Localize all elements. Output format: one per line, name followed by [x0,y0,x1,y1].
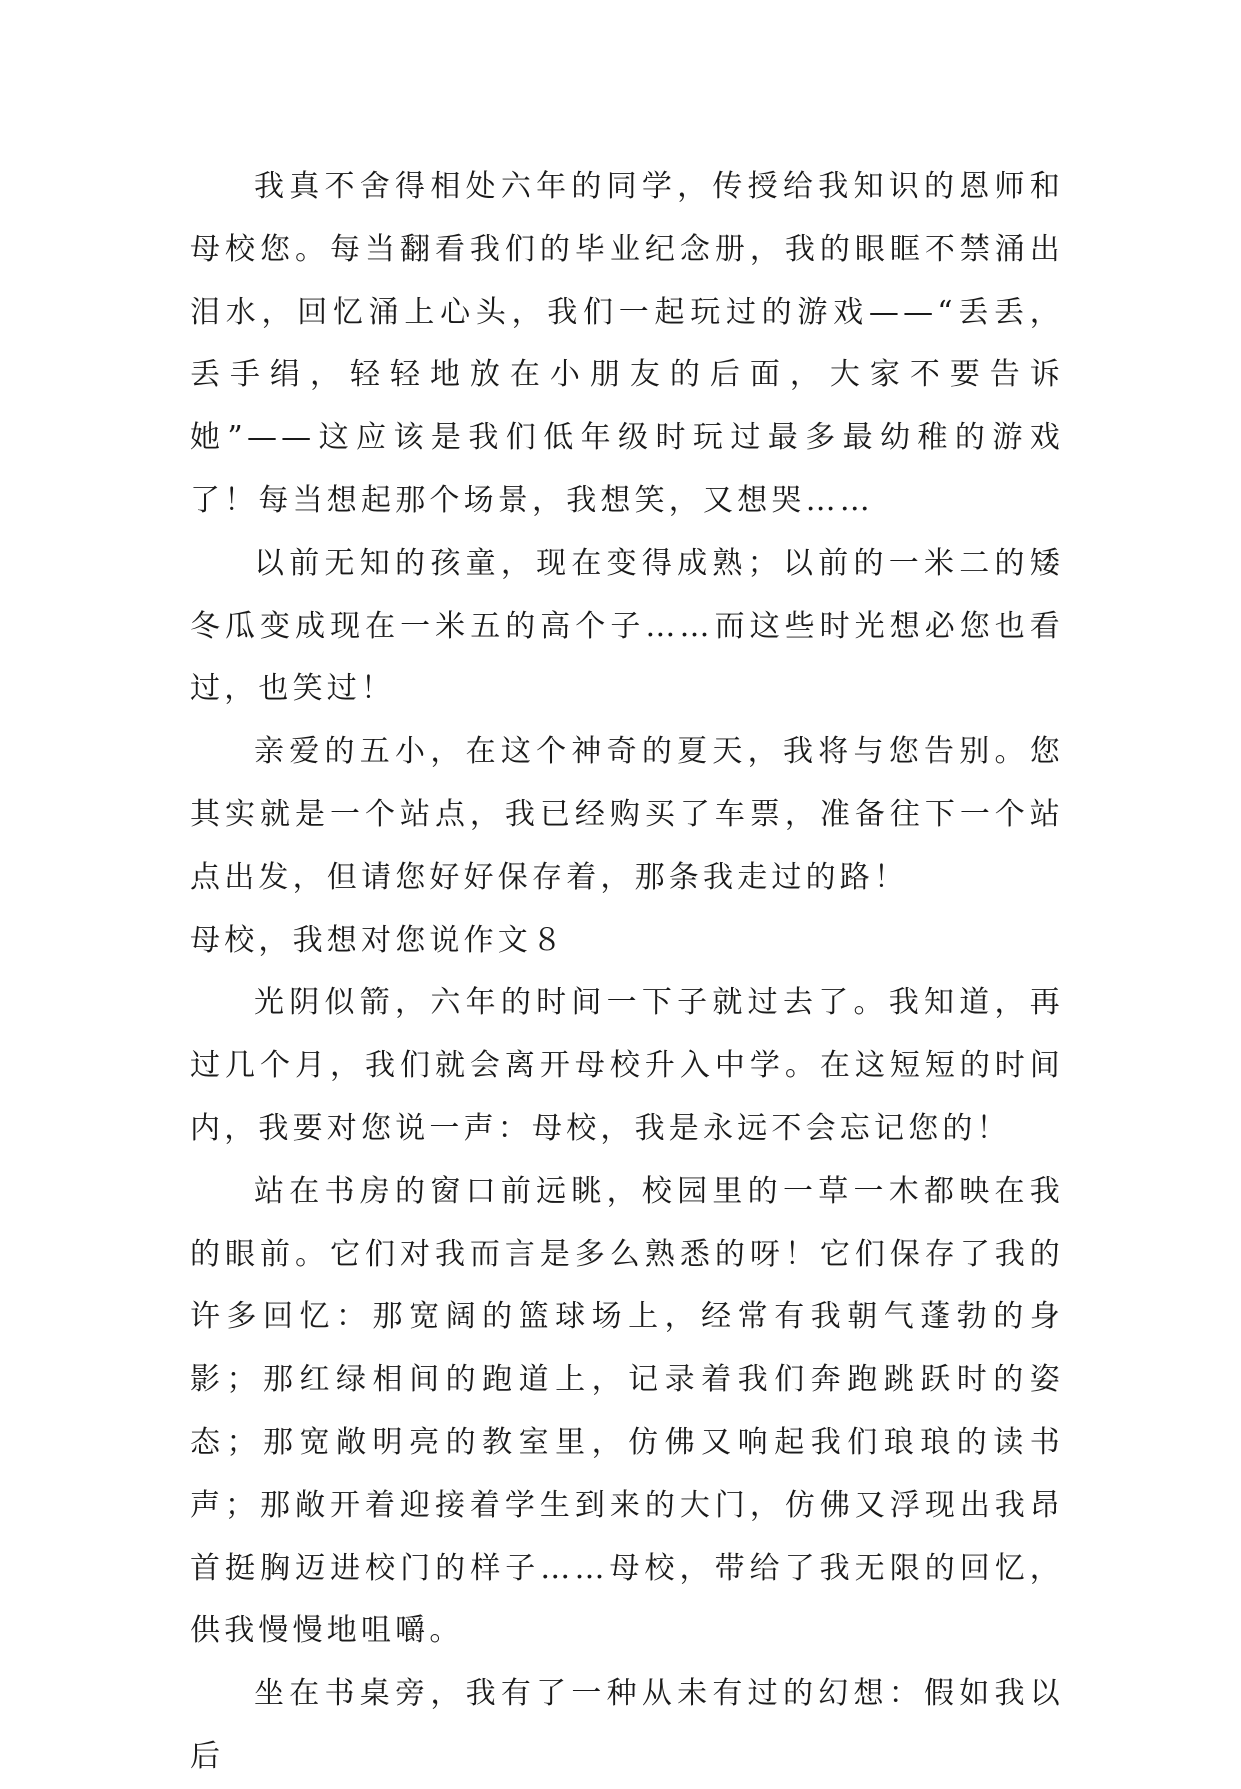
document-body [190,156,1064,1789]
paragraph-1: 我真不舍得相处六年的同学，传授给我知识的恩师和母校您。每当翻看我们的毕业纪念册，我的眼眶不禁涌出泪水，回忆涌上心头，我们一起玩过的游戏——“丢丢，丢手绢，轻轻地放在小朋友的后面，大家不要告诉她”——这应该是我们低年级时玩过最多最幼稚的游戏了！每当想起那个场景，我想笑，又想哭…… [190,169,1064,518]
paragraph-5: 站在书房的窗口前远眺，校园里的一草一木都映在我的眼前。它们对我而言是多么熟悉的呀！它们保存了我的许多回忆：那宽阔的篮球场上，经常有我朝气蓬勃的身影；那红绿相间的跑道上，记录着我们奔跑跳跃时的姿态；那宽敞明亮的教室里，仿佛又响起我们琅琅的读书声；那敞开着迎接着学生到来的大门，仿佛又浮现出我昂首挺胸迈进校门的样子……母校，带给了我无限的回忆，供我慢慢地咀嚼。 [190,1173,1064,1649]
paragraph-4: 光阴似箭，六年的时间一下子就过去了。我知道，再过几个月，我们就会离开母校升入中学。在这短短的时间内，我要对您说一声：母校，我是永远不会忘记您的！ [190,985,1064,1146]
section-heading: 母校，我想对您说作文８ [190,922,567,958]
paragraph-2: 以前无知的孩童，现在变得成熟；以前的一米二的矮冬瓜变成现在一米五的高个子……而这些时光想必您也看过，也笑过！ [190,545,1064,707]
paragraph-3: 亲爱的五小，在这个神奇的夏天，我将与您告别。您其实就是一个站点，我已经购买了车票，准备往下一个站点出发，但请您好好保存着，那条我走过的路！ [190,734,1064,895]
paragraph-6: 坐在书桌旁，我有了一种从未有过的幻想：假如我以后 [190,1676,1064,1774]
